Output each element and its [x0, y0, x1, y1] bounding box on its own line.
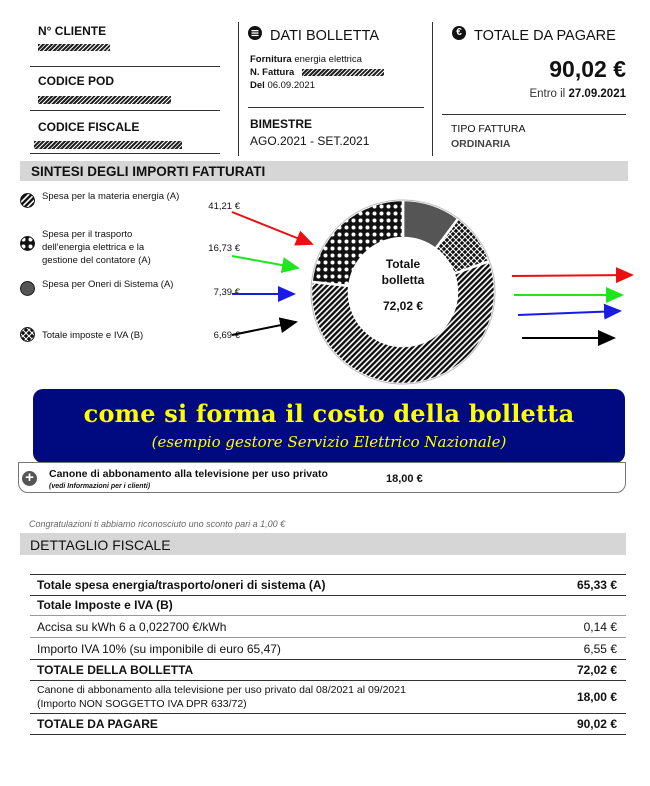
- banner-subtitle: (esempio gestore Servizio Elettrico Nazionale): [151, 433, 507, 451]
- fornitura-label: Fornitura: [250, 54, 292, 65]
- info-banner: [33, 389, 625, 463]
- legend-value: 6,69 €: [213, 330, 240, 341]
- right-red-arrow: [512, 275, 632, 276]
- euro-icon: €: [452, 26, 466, 40]
- del-label: Del: [250, 80, 265, 91]
- del-value: 06.09.2021: [267, 80, 315, 91]
- table-row: [30, 616, 626, 638]
- row-label: Importo IVA 10% (su imponibile di euro 65,47): [37, 642, 281, 656]
- donut-chart: [311, 200, 495, 384]
- legend-value: 16,73 €: [208, 243, 240, 254]
- donut-center-value: 72,02 €: [382, 299, 424, 313]
- bimestre-value: AGO.2021 - SET.2021: [250, 134, 370, 148]
- row-value: 6,55 €: [583, 642, 617, 656]
- row-label: Totale spesa energia/trasporto/oneri di sistema (A): [37, 578, 326, 592]
- row-label: TOTALE DA PAGARE: [37, 717, 158, 731]
- expand-canone-button[interactable]: +: [22, 471, 37, 486]
- row-label: Accisa su kWh 6 a 0,022700 €/kWh: [37, 620, 227, 634]
- table-row: [30, 681, 626, 714]
- canone-note: (vedi Informazioni per i clienti): [49, 483, 151, 490]
- due-label: Entro il: [529, 88, 566, 100]
- tipo-value: ORDINARIA: [451, 138, 511, 150]
- green-arrow: [232, 256, 298, 268]
- pod-label: CODICE POD: [38, 74, 115, 88]
- fiscale-label: CODICE FISCALE: [38, 120, 140, 134]
- canone-title: Canone di abbonamento alla televisione per uso privato: [49, 468, 328, 480]
- canone-value: 18,00 €: [386, 473, 423, 485]
- red-arrow: [232, 212, 312, 244]
- legend-value: 41,21 €: [208, 201, 240, 212]
- table-row: [30, 714, 626, 735]
- row-value: 18,00 €: [576, 690, 617, 704]
- sintesi-title: SINTESI DEGLI IMPORTI FATTURATI: [31, 164, 266, 179]
- row-label: TOTALE DELLA BOLLETTA: [37, 663, 194, 677]
- due-date: 27.09.2021: [568, 88, 626, 100]
- donut-center-title: Totale bolletta: [381, 257, 425, 287]
- row-label: Totale Imposte e IVA (B): [37, 598, 173, 612]
- table-row: [30, 638, 626, 660]
- bimestre-label: BIMESTRE: [250, 117, 313, 131]
- table-row: [30, 574, 626, 596]
- legend-label: Totale imposte e IVA (B): [42, 330, 144, 341]
- row-value: 65,33 €: [576, 578, 617, 592]
- fornitura-value: energia elettrica: [294, 54, 362, 65]
- row-label: Canone di abbonamento alla televisione per uso privato dal 08/2021 al 09/2021 (Importo NON SOGGETTO IVA DPR 633/72): [37, 684, 406, 710]
- banner-title: come si forma il costo della bolletta: [83, 399, 575, 428]
- row-value: 0,14 €: [583, 620, 617, 634]
- black-arrow: [232, 322, 296, 335]
- right-blue-arrow: [518, 311, 620, 315]
- dettaglio-title: DETTAGLIO FISCALE: [30, 537, 171, 553]
- table-row: [30, 595, 626, 616]
- row-value: 90,02 €: [576, 717, 617, 731]
- row-value: [507, 612, 626, 615]
- totale-title: TOTALE DA PAGARE: [474, 28, 616, 44]
- totale-amount: 90,02 €: [549, 56, 626, 82]
- sconto-note: Congratulazioni ti abbiamo riconosciuto uno sconto pari a 1,00 €: [29, 519, 286, 529]
- legend-label: Spesa per il trasporto dell'energia elettrica e la gestione del contatore (A): [42, 229, 151, 266]
- legend-label: Spesa per la materia energia (A): [42, 191, 180, 202]
- legend-label: Spesa per Oneri di Sistema (A): [42, 279, 174, 290]
- table-row: [30, 660, 626, 681]
- tipo-label: TIPO FATTURA: [451, 123, 526, 135]
- cliente-label: N° CLIENTE: [38, 24, 107, 38]
- legend-value: 7,39 €: [213, 287, 240, 298]
- fattura-label: N. Fattura: [250, 67, 295, 78]
- row-value: 72,02 €: [576, 663, 617, 677]
- dati-title: DATI BOLLETTA: [270, 28, 380, 44]
